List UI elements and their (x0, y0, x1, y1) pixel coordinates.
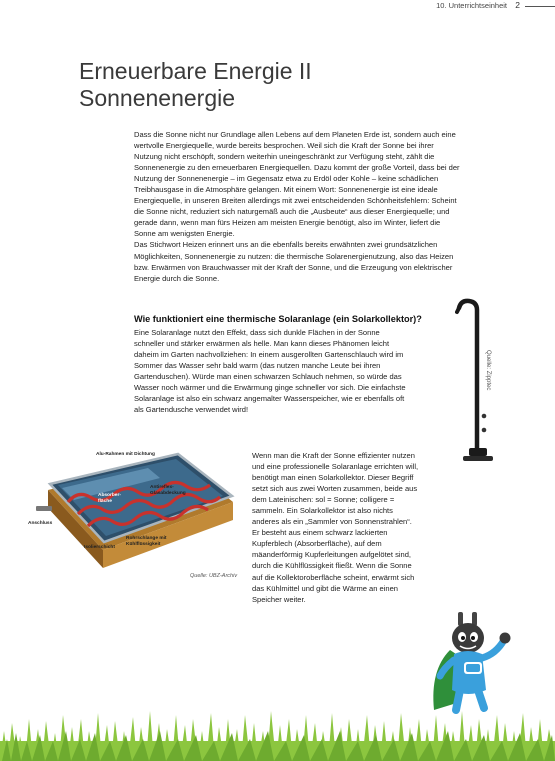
chapter-label: 10. Unterrichtseinheit (436, 1, 507, 10)
title-line-2: Sonnenenergie (79, 85, 236, 111)
solar-collector-diagram (28, 450, 240, 580)
section-paragraph-2: Wenn man die Kraft der Sonne effizienter nutzen und eine professionelle Solaranlage errichten will, benötigt man einen Solarkollektor. Dieser Begriff setzt sich aus zwei Worten zusammen, beide aus dem Lateinischen: sol = Sonne; colligere = sammeln. Ein Solarkollektor ist also nichts anderes als ein „Sammler von Sonnenstrahlen“. Er besteht aus einem schwarz lackierten Kupferblech (Absorberfläche), auf dem mäanderförmig Kupferleitungen aufgelötet sind, durch die Kühlflüssigkeit fließt. Wenn die Sonne auf die Kollektoroberfläche scheint, erwärmt sich das Kühlmittel und gibt die Wärme an einen Speicher weiter. (252, 451, 419, 604)
intro-paragraph-1: Dass die Sonne nicht nur Grundlage allen Lebens auf dem Planeten Erde ist, sondern auch eine wertvolle Energiequelle, wurde bereits besprochen. Weil sich die Kraft der Sonne bei ihrer Nutzung nicht erschöpft, sondern weiterhin uneingeschränkt zur Verfügung steht, zählt die Sonnenenergie zu den erneuerbaren Energiequellen. Dazu kommt der große Vorteil, dass bei der Nutzung der Sonnenenergie – im Gegensatz etwa zu Erdöl oder Kohle – keine schädlichen Treibhausgase in die Atmosphäre gelangen. Mit einem Wort: Sonnenenergie ist eine ideale Energiequelle, in unseren Breiten allerdings mit zwei entscheidenden Schönheitsfehlern: Scheint die Sonne nicht, reduziert sich naturgemäß auch die „Ausbeute“ aus dieser Energiequelle; und gerade dann, wenn man fürs Heizen am meisten Energie benötigt, also im Winter, liefert die Sonne am wenigsten Energie. (134, 130, 460, 239)
plug-mascot-illustration (420, 610, 520, 715)
header-rule (525, 6, 555, 7)
shower-image-credit: Quelle: Zipptec (485, 350, 491, 391)
grass-decoration (0, 701, 555, 761)
label-pipe-coil: Rohrschlange mit Kühlflüssigkeit (126, 536, 167, 547)
page-title (79, 58, 399, 112)
label-antireflex-glass: Antireflex-Glasabdeckung (150, 485, 186, 496)
label-absorber: Absorber-fläche (98, 493, 121, 504)
title-line-1: Erneuerbare Energie II (79, 58, 312, 84)
section-paragraph-1: Eine Solaranlage nutzt den Effekt, dass sich dunkle Flächen in der Sonne schneller und stärker erwärmen als helle. Man kann dieses Phänomen leicht daheim im Garten nachvollziehen: In einem ausgerollten Gartenschlauch wird im Sommer das Wasser sehr bald warm (das nutzen manche Leute bei ihren Gartenduschen). Würde man einen schwarzen Schlauch nehmen, so würde das Wasser noch wärmer und die Erwärmung ginge schneller vor sich. Die einfachste Solaranlage ist also ein schwarz angemalter Wasserspeicher, wie er ebenfalls oft als Gartendusche verwendet wird! (134, 328, 406, 415)
label-connection: Anschluss (28, 521, 53, 526)
label-insulation: Isolierschicht (84, 545, 115, 550)
intro-paragraph-2: Das Stichwort Heizen erinnert uns an die ebenfalls bereits erwähnten zwei grundsätzlichen Möglichkeiten, Sonnenenergie zu nutzen: die thermische Solarenergienutzung, also das Heizen bzw. Erwärmen von Brauchwasser mit der Kraft der Sonne, und die Erzeugung von elektrischer Energie durch die Sonne. (134, 240, 454, 283)
collector-image-credit: Quelle: UBZ-Archiv (190, 573, 238, 579)
intro-text (134, 129, 460, 284)
page-number: 2 (515, 0, 520, 10)
section-heading: Wie funktioniert eine thermische Solaranlage (ein Solarkollektor)? (134, 314, 422, 324)
label-aluminium-frame: Alu-Rahmen mit Dichtung (96, 452, 155, 457)
